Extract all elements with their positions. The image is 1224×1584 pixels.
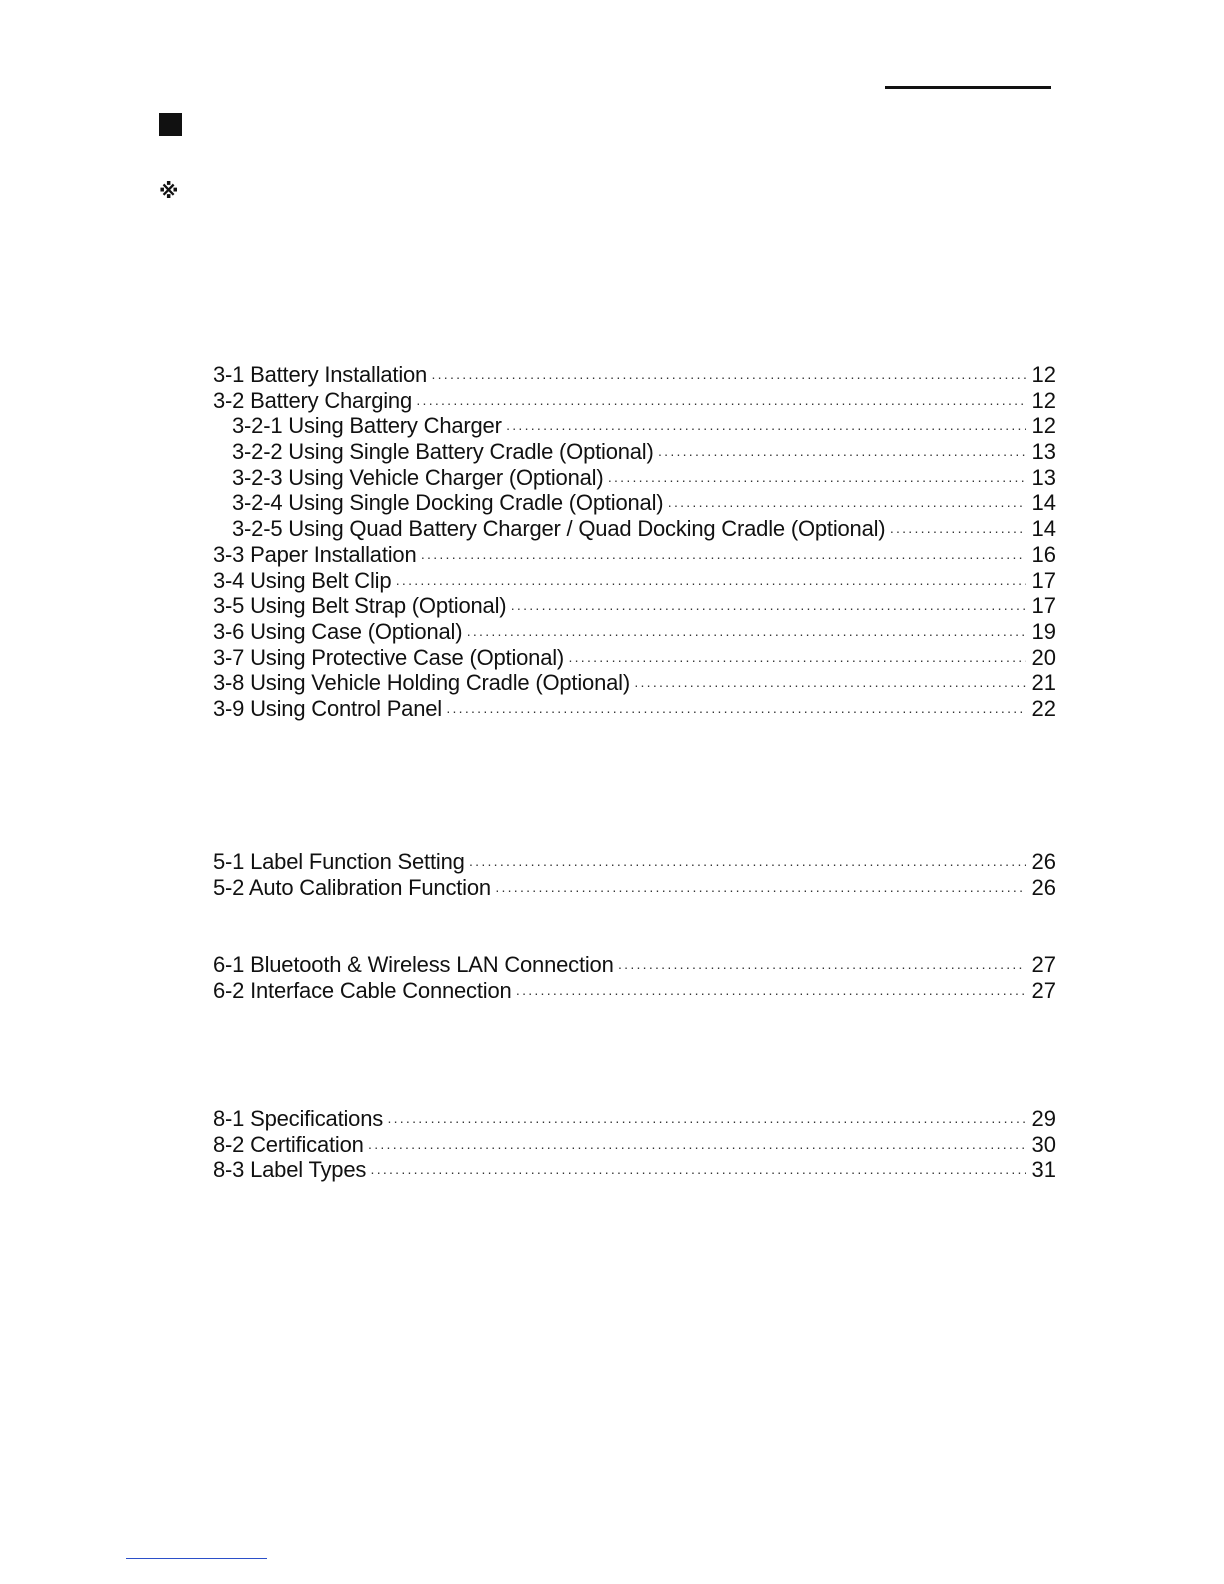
toc-dot-leader — [618, 955, 1026, 981]
toc-entry[interactable] — [213, 645, 1056, 671]
toc-entry-page: 12 — [1031, 362, 1056, 387]
toc-entry-title: 3-2-3 Using Vehicle Charger (Optional) — [232, 464, 604, 490]
toc-entry-title: 3-9 Using Control Panel — [213, 695, 442, 721]
toc-dot-leader — [495, 878, 1026, 904]
toc-entry-page: 27 — [1031, 952, 1056, 977]
toc-entry[interactable] — [213, 362, 1056, 388]
toc-entry-title: 6-2 Interface Cable Connection — [213, 977, 512, 1003]
toc-entry[interactable] — [213, 1157, 1056, 1183]
toc-entry-page: 13 — [1031, 439, 1056, 465]
toc-entry-page: 19 — [1031, 618, 1056, 644]
toc-entry-page: 26 — [1031, 874, 1056, 900]
note-mark-icon: ※ — [159, 181, 179, 203]
toc-entry-title: 5-1 Label Function Setting — [213, 849, 465, 874]
toc-entry-title: 3-6 Using Case (Optional) — [213, 618, 463, 644]
toc-dot-leader — [568, 648, 1026, 674]
toc-entry-title: 3-2-1 Using Battery Charger — [232, 413, 502, 439]
toc-entry-page: 20 — [1031, 644, 1056, 670]
toc-entry-title: 8-2 Certification — [213, 1131, 364, 1157]
toc-entry-page: 22 — [1031, 695, 1056, 721]
toc-entry[interactable] — [213, 952, 1056, 978]
toc-entry-page: 17 — [1031, 593, 1056, 619]
toc-dot-leader — [446, 699, 1026, 725]
square-bullet-icon — [159, 113, 182, 136]
toc-dot-leader — [510, 596, 1026, 622]
toc-entry-page: 26 — [1031, 849, 1056, 874]
toc-entry-title: 8-3 Label Types — [213, 1157, 367, 1183]
toc-entry-title: 3-2 Battery Charging — [213, 387, 412, 413]
toc-entry[interactable] — [213, 465, 1056, 491]
toc-entry-title: 3-2-5 Using Quad Battery Charger / Quad Docking Cradle (Optional) — [232, 516, 886, 542]
toc-entry-page: 27 — [1031, 977, 1056, 1003]
toc-dot-leader — [431, 365, 1026, 391]
toc-dot-leader — [370, 1160, 1026, 1186]
header-rule — [885, 86, 1051, 89]
toc-entry-page: 30 — [1031, 1131, 1056, 1157]
toc-entry[interactable] — [213, 593, 1056, 619]
toc-entry-title: 3-5 Using Belt Strap (Optional) — [213, 593, 507, 619]
toc-entry[interactable] — [213, 439, 1056, 465]
toc-dot-leader — [387, 1109, 1026, 1135]
toc-entry[interactable] — [213, 619, 1056, 645]
toc-dot-leader — [634, 673, 1026, 699]
toc-dot-leader — [658, 442, 1026, 468]
toc-dot-leader — [368, 1135, 1026, 1161]
toc-entry[interactable] — [213, 516, 1056, 542]
toc-entry-page: 21 — [1031, 670, 1056, 696]
toc-entry-title: 3-1 Battery Installation — [213, 362, 428, 387]
toc-entry[interactable] — [213, 542, 1056, 568]
toc-entry[interactable] — [213, 696, 1056, 722]
toc-dot-leader — [416, 391, 1026, 417]
toc-entry-title: 3-8 Using Vehicle Holding Cradle (Optional) — [213, 670, 630, 696]
toc-section-3 — [213, 362, 1056, 722]
toc-entry[interactable] — [213, 875, 1056, 901]
toc-entry-page: 14 — [1031, 516, 1056, 542]
footer-link-underline — [126, 1558, 267, 1559]
toc-dot-leader — [469, 852, 1026, 878]
toc-entry-page: 14 — [1031, 490, 1056, 516]
toc-section-5 — [213, 849, 1056, 900]
toc-entry[interactable] — [213, 568, 1056, 594]
toc-entry-title: 3-3 Paper Installation — [213, 541, 417, 567]
toc-entry[interactable] — [213, 978, 1056, 1004]
toc-entry[interactable] — [213, 413, 1056, 439]
toc-entry-page: 16 — [1031, 541, 1056, 567]
toc-section-8 — [213, 1106, 1056, 1183]
toc-entry[interactable] — [213, 1106, 1056, 1132]
toc-entry-page: 12 — [1031, 413, 1056, 439]
toc-section-6 — [213, 952, 1056, 1003]
toc-entry-page: 29 — [1031, 1106, 1056, 1131]
toc-entry-title: 5-2 Auto Calibration Function — [213, 874, 491, 900]
toc-entry-title: 3-2-2 Using Single Battery Cradle (Optional) — [232, 439, 654, 465]
toc-entry-page: 12 — [1031, 387, 1056, 413]
toc-entry[interactable] — [213, 490, 1056, 516]
toc-entry-title: 8-1 Specifications — [213, 1106, 384, 1131]
toc-entry-page: 17 — [1031, 567, 1056, 593]
toc-entry[interactable] — [213, 849, 1056, 875]
toc-entry-page: 13 — [1031, 464, 1056, 490]
toc-entry-page: 31 — [1031, 1157, 1056, 1183]
toc-entry[interactable] — [213, 388, 1056, 414]
toc-entry-title: 3-4 Using Belt Clip — [213, 567, 392, 593]
toc-dot-leader — [421, 545, 1026, 571]
toc-entry[interactable] — [213, 1132, 1056, 1158]
toc-dot-leader — [889, 519, 1026, 545]
toc-entry-title: 3-7 Using Protective Case (Optional) — [213, 644, 565, 670]
toc-dot-leader — [607, 468, 1026, 494]
toc-entry[interactable] — [213, 670, 1056, 696]
toc-entry-title: 6-1 Bluetooth & Wireless LAN Connection — [213, 952, 614, 977]
toc-entry-title: 3-2-4 Using Single Docking Cradle (Optional) — [232, 490, 664, 516]
toc-dot-leader — [516, 981, 1026, 1007]
